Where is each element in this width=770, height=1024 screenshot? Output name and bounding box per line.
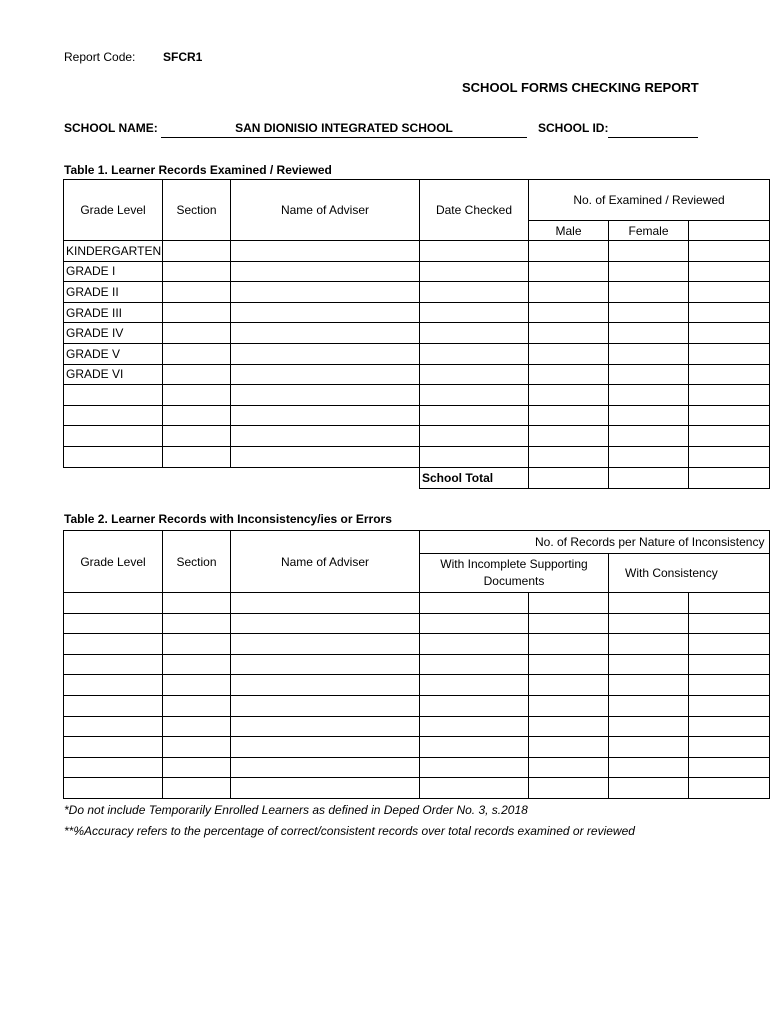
school-total-label: School Total (420, 467, 529, 488)
table1-cell (420, 405, 529, 426)
table2-row (64, 695, 770, 716)
table1-cell (689, 302, 770, 323)
table2-cell (529, 593, 609, 614)
table2-row (64, 757, 770, 778)
table1-row (64, 241, 770, 262)
table2-row (64, 716, 770, 737)
table1-cell (529, 364, 609, 385)
table1-cell (420, 343, 529, 364)
table2-cell (529, 737, 609, 758)
report-title: SCHOOL FORMS CHECKING REPORT (462, 80, 699, 95)
table1-row (64, 323, 770, 344)
table1-caption: Table 1. Learner Records Examined / Reviewed (64, 163, 332, 177)
table1-cell (609, 261, 689, 282)
table1-cell (420, 282, 529, 303)
table1-cell (420, 364, 529, 385)
table1-row (64, 385, 770, 406)
table2-cell (420, 695, 529, 716)
table2-cell (420, 737, 529, 758)
table1-cell (529, 405, 609, 426)
table2-cell (64, 634, 163, 655)
table1-cell (231, 446, 420, 467)
table1-cell (420, 426, 529, 447)
table2-cell (529, 675, 609, 696)
table1-cell (420, 323, 529, 344)
table1-cell (689, 343, 770, 364)
table2-cell (420, 675, 529, 696)
table1-cell (420, 446, 529, 467)
table2-cell (609, 757, 689, 778)
table2-caption: Table 2. Learner Records with Inconsistency/ies or Errors (64, 512, 392, 526)
table1-cell (163, 343, 231, 364)
school-id-label: SCHOOL ID: (538, 121, 609, 135)
table2-cell (689, 593, 770, 614)
table1-cell (420, 241, 529, 262)
t1-header-group: No. of Examined / Reviewed (529, 180, 770, 221)
table2-cell (609, 613, 689, 634)
table2-cell (64, 757, 163, 778)
school-name-label: SCHOOL NAME: (64, 121, 158, 135)
table1-cell (231, 302, 420, 323)
table1-cell (163, 241, 231, 262)
table2-cell (420, 757, 529, 778)
table1 (63, 179, 770, 489)
table1-row (64, 364, 770, 385)
table1-row (64, 343, 770, 364)
t2-header-incomplete: With Incomplete Supporting Documents (420, 554, 609, 593)
table2-cell (163, 737, 231, 758)
footnote-2: **%Accuracy refers to the percentage of correct/consistent records over total records examined or reviewed (64, 824, 635, 838)
table1-cell (609, 426, 689, 447)
table1-cell (689, 446, 770, 467)
table2-cell (163, 716, 231, 737)
table2-row (64, 654, 770, 675)
table1-cell (609, 302, 689, 323)
table1-body (64, 241, 770, 468)
t1-header-male: Male (529, 221, 609, 241)
table1-cell (163, 364, 231, 385)
table2-cell (64, 654, 163, 675)
t1-header-grade-level: Grade Level (64, 180, 163, 241)
table2-cell (420, 654, 529, 675)
table1-row (64, 426, 770, 447)
table2-cell (609, 716, 689, 737)
table1-cell (231, 261, 420, 282)
table2-body (64, 593, 770, 799)
table1-cell (231, 282, 420, 303)
table1-cell (689, 323, 770, 344)
table2-cell (609, 654, 689, 675)
table1-cell (689, 405, 770, 426)
table2-cell (163, 654, 231, 675)
grade-level-cell (64, 385, 163, 406)
table2-cell (689, 778, 770, 799)
grade-level-cell (64, 426, 163, 447)
table1-cell (231, 343, 420, 364)
table2-cell (420, 613, 529, 634)
grade-level-cell: GRADE VI (64, 364, 163, 385)
table2-cell (689, 613, 770, 634)
table1-cell (609, 241, 689, 262)
school-id-underline (608, 137, 698, 138)
table2-cell (529, 757, 609, 778)
table1-cell (231, 364, 420, 385)
table1-cell (689, 282, 770, 303)
table1-row (64, 446, 770, 467)
table2-cell (689, 716, 770, 737)
table2-cell (529, 654, 609, 675)
table2-cell (64, 593, 163, 614)
grade-level-cell: KINDERGARTEN (64, 241, 163, 262)
table1-cell (529, 241, 609, 262)
table1-cell (609, 282, 689, 303)
table1-cell (529, 446, 609, 467)
table1-cell (609, 364, 689, 385)
table1-cell (689, 385, 770, 406)
grade-level-cell: GRADE I (64, 261, 163, 282)
table2-cell (163, 634, 231, 655)
t1-header-adviser: Name of Adviser (231, 180, 420, 241)
school-total-female (609, 467, 689, 488)
table2-row (64, 634, 770, 655)
table1-cell (231, 323, 420, 344)
grade-level-cell: GRADE IV (64, 323, 163, 344)
table2-cell (64, 695, 163, 716)
table1-cell (609, 385, 689, 406)
table1-cell (609, 323, 689, 344)
table2-cell (609, 593, 689, 614)
table2-cell (64, 716, 163, 737)
t1-header-section: Section (163, 180, 231, 241)
table1-cell (231, 241, 420, 262)
table1-cell (529, 426, 609, 447)
table2-cell (64, 737, 163, 758)
table2-row (64, 613, 770, 634)
grade-level-cell (64, 446, 163, 467)
t1-header-date-checked: Date Checked (420, 180, 529, 241)
grade-level-cell: GRADE V (64, 343, 163, 364)
table2-cell (420, 716, 529, 737)
t2-header-consistency: With Consistency (609, 554, 770, 593)
table2-cell (420, 634, 529, 655)
table2-cell (231, 593, 420, 614)
table1-cell (163, 282, 231, 303)
school-total-male (529, 467, 609, 488)
table2-cell (529, 716, 609, 737)
table2-cell (689, 695, 770, 716)
table2-cell (163, 757, 231, 778)
table1-row (64, 302, 770, 323)
table1-cell (529, 323, 609, 344)
table2-cell (64, 778, 163, 799)
report-code-value: SFCR1 (163, 50, 203, 64)
table1-cell (689, 261, 770, 282)
table2-cell (529, 634, 609, 655)
table2-cell (231, 757, 420, 778)
table1-cell (609, 405, 689, 426)
table2-cell (529, 695, 609, 716)
table1-row (64, 282, 770, 303)
table2-cell (689, 737, 770, 758)
table1-cell (163, 446, 231, 467)
table1-cell (163, 261, 231, 282)
table2-cell (163, 695, 231, 716)
table1-row (64, 261, 770, 282)
table1-cell (529, 343, 609, 364)
table1-cell (231, 426, 420, 447)
table2-cell (231, 737, 420, 758)
table2-row (64, 593, 770, 614)
table1-cell (609, 446, 689, 467)
table2-cell (163, 593, 231, 614)
grade-level-cell: GRADE III (64, 302, 163, 323)
table2-cell (231, 654, 420, 675)
table1-cell (529, 282, 609, 303)
table2-cell (609, 737, 689, 758)
table1-cell (420, 302, 529, 323)
table1-cell (163, 385, 231, 406)
table2-cell (163, 675, 231, 696)
school-name-value: SAN DIONISIO INTEGRATED SCHOOL (235, 121, 453, 135)
table1-cell (231, 405, 420, 426)
table1-cell (163, 426, 231, 447)
table2-cell (529, 613, 609, 634)
t1-header-female: Female (609, 221, 689, 241)
table1-cell (529, 302, 609, 323)
footnote-1: *Do not include Temporarily Enrolled Learners as defined in Deped Order No. 3, s.2018 (64, 803, 528, 817)
table2-cell (64, 613, 163, 634)
table2-cell (64, 675, 163, 696)
table2-cell (689, 675, 770, 696)
table2-cell (689, 634, 770, 655)
table1-cell (163, 302, 231, 323)
table2-cell (231, 613, 420, 634)
table2-cell (231, 778, 420, 799)
table2-cell (163, 613, 231, 634)
table1-cell (420, 385, 529, 406)
grade-level-cell (64, 405, 163, 426)
table1-cell (231, 385, 420, 406)
table1-cell (163, 405, 231, 426)
table1-cell (689, 426, 770, 447)
table1-cell (529, 385, 609, 406)
table2-cell (609, 778, 689, 799)
table2-row (64, 675, 770, 696)
t2-header-group: No. of Records per Nature of Inconsistency (420, 531, 770, 554)
table2-cell (420, 778, 529, 799)
grade-level-cell: GRADE II (64, 282, 163, 303)
table2-cell (420, 593, 529, 614)
table2-cell (231, 634, 420, 655)
t2-header-section: Section (163, 531, 231, 593)
report-code-label: Report Code: (64, 50, 136, 64)
table1-cell (609, 343, 689, 364)
table2-cell (689, 757, 770, 778)
table2-cell (609, 695, 689, 716)
table2-cell (163, 778, 231, 799)
t2-header-grade-level: Grade Level (64, 531, 163, 593)
table1-cell (163, 323, 231, 344)
table2-cell (231, 716, 420, 737)
table1-cell (689, 364, 770, 385)
table1-cell (420, 261, 529, 282)
school-name-underline (161, 137, 527, 138)
t2-header-adviser: Name of Adviser (231, 531, 420, 593)
table2-cell (529, 778, 609, 799)
table2-cell (689, 654, 770, 675)
table1-cell (529, 261, 609, 282)
table2-cell (609, 675, 689, 696)
table2 (63, 530, 770, 799)
table2-row (64, 737, 770, 758)
table2-row (64, 778, 770, 799)
table1-row (64, 405, 770, 426)
table2-cell (231, 675, 420, 696)
table1-cell (689, 241, 770, 262)
table2-cell (231, 695, 420, 716)
table2-cell (609, 634, 689, 655)
